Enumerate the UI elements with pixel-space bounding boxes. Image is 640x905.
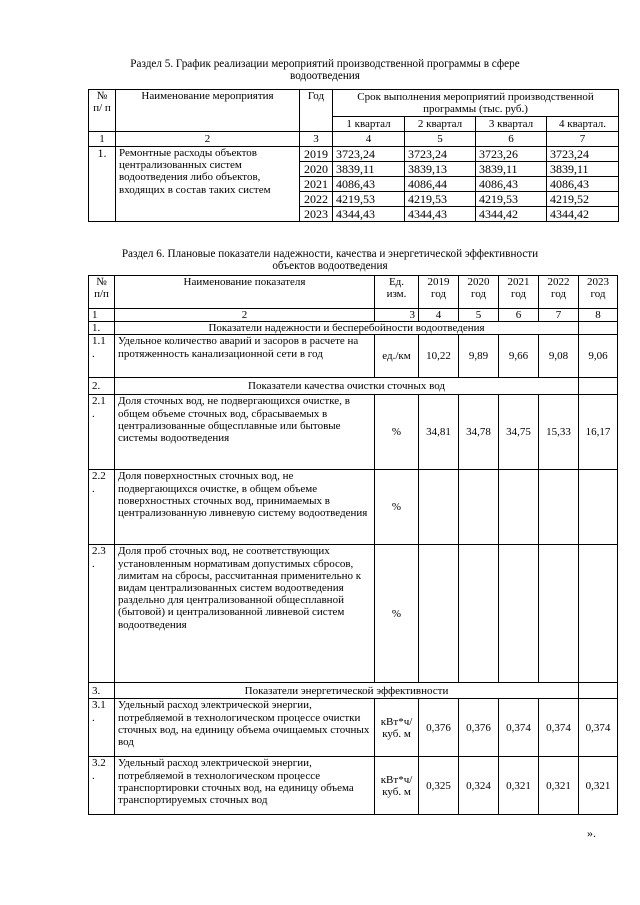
row-unit: % bbox=[375, 470, 419, 545]
row-name: Доля сточных вод, не подвергающихся очистке, в общем объеме сточных вод, сбрасываемых в централизованные общесплавные или бытовые системы водоотведения bbox=[115, 395, 375, 470]
row-value-2021: 0,321 bbox=[499, 757, 539, 815]
header-q3: 3 квартал bbox=[476, 117, 547, 132]
row-unit: % bbox=[375, 545, 419, 683]
header-2023: 2023 год bbox=[579, 276, 618, 309]
row-num: 2.3 . bbox=[89, 545, 115, 683]
col-number: 5 bbox=[459, 309, 499, 322]
col-number: 7 bbox=[539, 309, 579, 322]
empty-cell bbox=[459, 470, 499, 545]
row-value-2022: 15,33 bbox=[539, 395, 579, 470]
col-number: 1 bbox=[89, 309, 115, 322]
empty-cell bbox=[579, 545, 618, 683]
col-number: 6 bbox=[476, 132, 547, 147]
empty-cell bbox=[539, 545, 579, 683]
empty-cell bbox=[459, 545, 499, 683]
row-unit: кВт*ч/ куб. м bbox=[375, 699, 419, 757]
row-value-2021: 0,374 bbox=[499, 699, 539, 757]
closing-quote-mark: ». bbox=[587, 826, 596, 840]
header-2022: 2022 год bbox=[539, 276, 579, 309]
row-value-2023: 0,321 bbox=[579, 757, 618, 815]
row-value-2023: 0,374 bbox=[579, 699, 618, 757]
row-q4: 3723,24 bbox=[547, 147, 619, 162]
header-name: Наименование мероприятия bbox=[116, 90, 300, 132]
row-num: 1.1 . bbox=[89, 335, 115, 378]
item-num: 1. bbox=[89, 147, 116, 222]
row-q1: 3723,24 bbox=[333, 147, 405, 162]
header-name: Наименование показателя bbox=[115, 276, 375, 309]
group-title: Показатели надежности и бесперебойности водоотведения bbox=[115, 322, 579, 335]
col-number: 2 bbox=[116, 132, 300, 147]
row-num: 2.2 . bbox=[89, 470, 115, 545]
row-value-2019: 10,22 bbox=[419, 335, 459, 378]
header-period: Срок выполнения мероприятий производственной программы (тыс. руб.) bbox=[333, 90, 619, 117]
row-value-2022: 0,374 bbox=[539, 699, 579, 757]
section5-title-line1: Раздел 5. График реализации мероприятий производственной программы в сфере bbox=[130, 58, 520, 70]
row-q3: 3839,11 bbox=[476, 162, 547, 177]
row-value-2020: 0,324 bbox=[459, 757, 499, 815]
row-q4: 4086,43 bbox=[547, 177, 619, 192]
section5-title bbox=[90, 58, 560, 82]
group-title: Показатели качества очистки сточных вод bbox=[115, 378, 579, 395]
row-num: 3.1 . bbox=[89, 699, 115, 757]
row-value-2022: 9,08 bbox=[539, 335, 579, 378]
row-value-2021: 34,75 bbox=[499, 395, 539, 470]
row-year: 2021 bbox=[300, 177, 333, 192]
empty-cell bbox=[499, 470, 539, 545]
col-number: 7 bbox=[547, 132, 619, 147]
row-value-2019: 34,81 bbox=[419, 395, 459, 470]
section6-title-line1: Раздел 6. Плановые показатели надежности, качества и энергетической эффективности bbox=[121, 248, 539, 260]
empty-cell bbox=[579, 683, 618, 699]
row-q4: 3839,11 bbox=[547, 162, 619, 177]
row-value-2020: 0,376 bbox=[459, 699, 499, 757]
row-value-2019: 0,376 bbox=[419, 699, 459, 757]
row-value-2020: 9,89 bbox=[459, 335, 499, 378]
empty-cell bbox=[419, 470, 459, 545]
row-q4: 4344,42 bbox=[547, 207, 619, 222]
group-num: 3. bbox=[89, 683, 115, 699]
row-value-2023: 9,06 bbox=[579, 335, 618, 378]
row-name: Доля проб сточных вод, не соответствующих установленным нормативам допустимых сбросов, лимитам на сбросы, рассчитанная применительно к видам централизованных систем водоотведения раздельно для централизованной общесплавной (бытовой) и централизованной ливневой систем водоотведения bbox=[115, 545, 375, 683]
header-q1: 1 квартал bbox=[333, 117, 405, 132]
section5-title-line2: водоотведения bbox=[290, 70, 360, 82]
section6-title-line2: объектов водоотведения bbox=[272, 260, 388, 272]
row-unit: ед./км bbox=[375, 335, 419, 378]
col-number: 3 bbox=[300, 132, 333, 147]
empty-cell bbox=[539, 470, 579, 545]
empty-cell bbox=[579, 322, 618, 335]
empty-cell bbox=[499, 545, 539, 683]
item-name: Ремонтные расходы объектов централизованных систем водоотведения либо объектов, входящих в состав таких систем bbox=[116, 147, 300, 222]
row-year: 2020 bbox=[300, 162, 333, 177]
row-q2: 4219,53 bbox=[405, 192, 476, 207]
col-number: 5 bbox=[405, 132, 476, 147]
header-2021: 2021 год bbox=[499, 276, 539, 309]
section6-title bbox=[80, 248, 580, 272]
empty-cell bbox=[579, 378, 618, 395]
row-num: 3.2 . bbox=[89, 757, 115, 815]
row-year: 2023 bbox=[300, 207, 333, 222]
row-q1: 4344,43 bbox=[333, 207, 405, 222]
header-unit: Ед. изм. bbox=[375, 276, 419, 309]
row-q3: 4344,42 bbox=[476, 207, 547, 222]
header-2019: 2019 год bbox=[419, 276, 459, 309]
header-year: Год bbox=[300, 90, 333, 132]
row-q3: 4219,53 bbox=[476, 192, 547, 207]
row-value-2023: 16,17 bbox=[579, 395, 618, 470]
row-value-2021: 9,66 bbox=[499, 335, 539, 378]
col-number: 1 bbox=[89, 132, 116, 147]
section6-table bbox=[88, 275, 618, 815]
row-value-2019: 0,325 bbox=[419, 757, 459, 815]
row-unit: кВт*ч/ куб. м bbox=[375, 757, 419, 815]
row-q1: 4219,53 bbox=[333, 192, 405, 207]
col-number: 4 bbox=[419, 309, 459, 322]
row-q1: 3839,11 bbox=[333, 162, 405, 177]
header-2020: 2020 год bbox=[459, 276, 499, 309]
row-num: 2.1 . bbox=[89, 395, 115, 470]
col-number: 2 bbox=[115, 309, 375, 322]
row-q2: 3839,13 bbox=[405, 162, 476, 177]
row-q3: 3723,26 bbox=[476, 147, 547, 162]
row-q2: 4086,44 bbox=[405, 177, 476, 192]
group-num: 2. bbox=[89, 378, 115, 395]
col-number: 3 bbox=[375, 309, 419, 322]
group-title: Показатели энергетической эффективности bbox=[115, 683, 579, 699]
empty-cell bbox=[419, 545, 459, 683]
row-q2: 3723,24 bbox=[405, 147, 476, 162]
row-unit: % bbox=[375, 395, 419, 470]
row-q4: 4219,52 bbox=[547, 192, 619, 207]
row-name: Доля поверхностных сточных вод, не подвергающихся очистке, в общем объеме поверхностных сточных вод, принимаемых в централизованную ливневую систему водоотведения bbox=[115, 470, 375, 545]
row-name: Удельный расход электрической энергии, потребляемой в технологическом процессе транспортировки сточных вод, на единицу объема транспортируемых сточных вод bbox=[115, 757, 375, 815]
col-number: 6 bbox=[499, 309, 539, 322]
row-q2: 4344,43 bbox=[405, 207, 476, 222]
header-num: № п/п bbox=[89, 276, 115, 309]
row-year: 2019 bbox=[300, 147, 333, 162]
row-year: 2022 bbox=[300, 192, 333, 207]
row-q3: 4086,43 bbox=[476, 177, 547, 192]
group-num: 1. bbox=[89, 322, 115, 335]
header-num: № п/ п bbox=[89, 90, 116, 132]
empty-cell bbox=[579, 470, 618, 545]
row-value-2022: 0,321 bbox=[539, 757, 579, 815]
header-q2: 2 квартал bbox=[405, 117, 476, 132]
row-q1: 4086,43 bbox=[333, 177, 405, 192]
row-name: Удельное количество аварий и засоров в расчете на протяженность канализационной сети в год bbox=[115, 335, 375, 378]
header-q4: 4 квартал. bbox=[547, 117, 619, 132]
section5-table bbox=[88, 89, 619, 222]
row-value-2020: 34,78 bbox=[459, 395, 499, 470]
row-name: Удельный расход электрической энергии, потребляемой в технологическом процессе очистки сточных вод, на единицу объема очищаемых сточных вод bbox=[115, 699, 375, 757]
col-number: 4 bbox=[333, 132, 405, 147]
col-number: 8 bbox=[579, 309, 618, 322]
